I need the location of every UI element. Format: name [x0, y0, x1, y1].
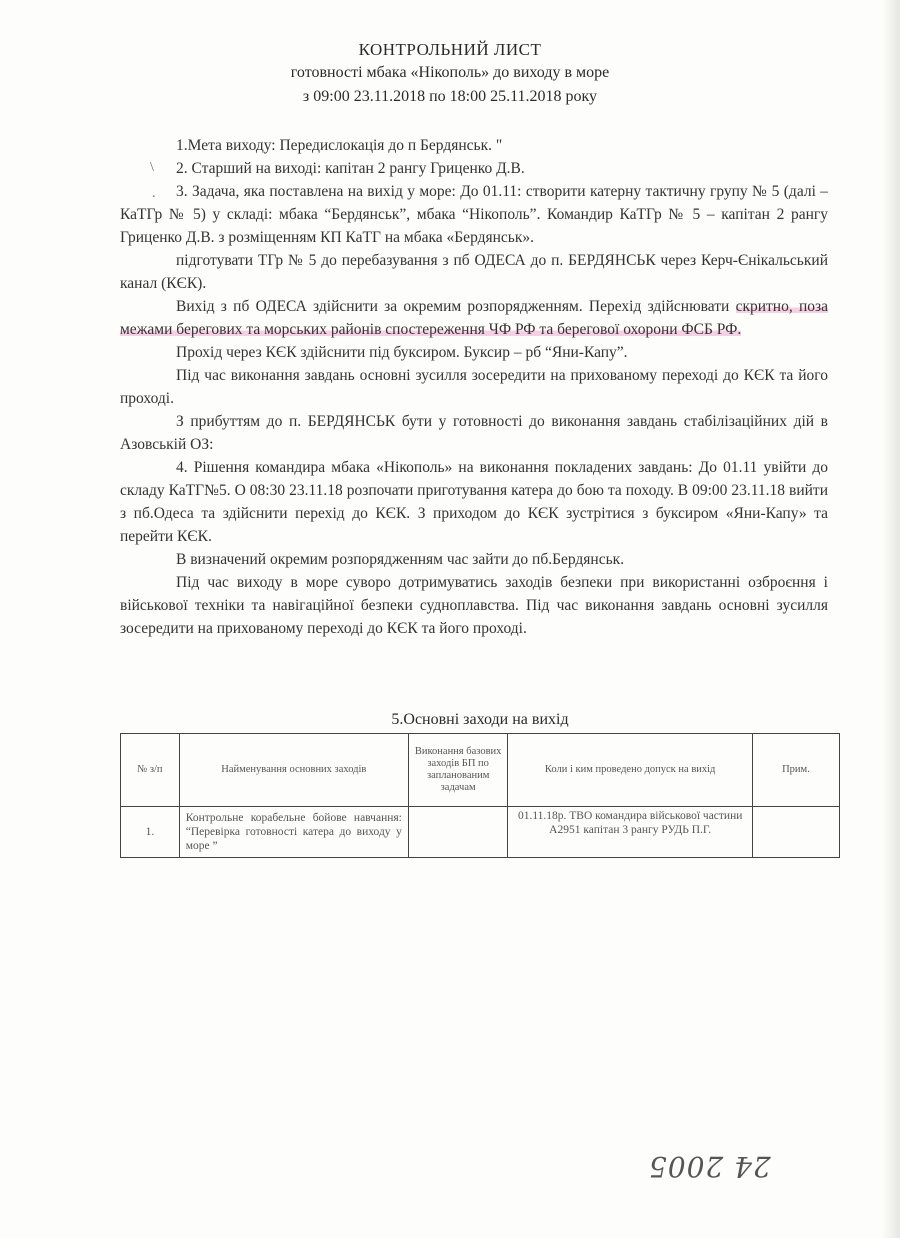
- handwritten-number: 24 2005: [648, 1150, 771, 1183]
- document-body: [120, 134, 828, 640]
- table-row: [121, 807, 840, 858]
- header-exec: Виконання базових заходів БП по запланованим задачам: [408, 734, 508, 807]
- cell-num: 1.: [121, 807, 180, 858]
- header-name: Найменування основних заходів: [179, 734, 408, 807]
- table-title: 5.Основні заходи на вихід: [391, 711, 569, 728]
- margin-mark: \: [150, 160, 154, 175]
- header-num: № з/п: [121, 734, 180, 807]
- highlighted-text: скритно, поза межами берегових та морських районів спостереження ЧФ РФ та берегової охорони ФСБ РФ.: [120, 298, 828, 338]
- paragraph-enter: В визначений окремим розпорядженням час зайти до пб.Бердянськ.: [176, 551, 625, 568]
- table-header-row: [121, 734, 840, 807]
- paragraph-exit-text: Вихід з пб ОДЕСА здійснити за окремим розпорядженням. Перехід здійснювати: [176, 298, 736, 315]
- header-when: Коли і ким проведено допуск на вихід: [508, 734, 753, 807]
- paragraph-efforts: Під час виконання завдань основні зусилля зосередити на прихованому переході до КЄК та його проході.: [120, 367, 828, 407]
- paragraph-task: 3. Задача, яка поставлена на вихід у море: До 01.11: створити катерну тактичну групу № 5 (далі – КаТГр № 5) у складі: мбака “Бердянськ”, мбака “Нікополь”. Командир КаТГр № 5 – капітан 2 рангу Гриценко Д.В. з розміщенням КП КаТГ на мбака «Бердянськ».: [120, 183, 828, 246]
- paragraph-safety: Під час виходу в море суворо дотримуватись заходів безпеки при використанні озброєння і військової техніки та навігаційної безпеки судноплавства. Під час виконання завдань основні зусилля зосередити на прихованому переході до КЄК та його проході.: [120, 574, 828, 637]
- cell-exec: [408, 807, 508, 858]
- page-edge-shadow: [882, 0, 900, 1238]
- measures-table: [120, 733, 840, 858]
- cell-note: [752, 807, 839, 858]
- margin-mark: .: [152, 186, 156, 201]
- cell-name: Контрольне корабельне бойове навчання: “Перевірка готовності катера до виходу у море ”: [179, 807, 408, 858]
- document-period: з 09:00 23.11.2018 по 18:00 25.11.2018 року: [302, 88, 598, 105]
- header-note: Прим.: [752, 734, 839, 807]
- document-subtitle: готовності мбака «Нікополь» до виходу в море: [290, 64, 610, 81]
- paragraph-senior: 2. Старший на виході: капітан 2 рангу Гриценко Д.В.: [176, 160, 525, 177]
- document-title: КОНТРОЛЬНИЙ ЛИСТ: [358, 40, 542, 59]
- paragraph-goal: 1.Мета виходу: Передислокація до п Бердянськ. ": [176, 137, 503, 154]
- paragraph-prepare: підготувати ТГр № 5 до перебазування з пб ОДЕСА до п. БЕРДЯНСЬК через Керч-Єнікальський канал (КЄК).: [120, 252, 828, 292]
- cell-when: 01.11.18р. ТВО командира військової частини А2951 капітан 3 рангу РУДЬ П.Г.: [508, 807, 753, 858]
- paragraph-arrival: З прибуттям до п. БЕРДЯНСЬК бути у готовності до виконання завдань стабілізаційних дій в Азовській ОЗ:: [120, 413, 828, 453]
- paragraph-decision: 4. Рішення командира мбака «Нікополь» на виконання покладених завдань: До 01.11 увійти до складу КаТГ№5. О 08:30 23.11.18 розпочати приготування катера до бою та походу. В 09:00 23.11.18 вийти з пб.Одеса та здійснити перехід до КЄК. З приходом до КЄК зустрітися з буксиром «Яни-Капу» та перейти КЄК.: [120, 459, 828, 545]
- paragraph-exit: [120, 295, 828, 341]
- paragraph-passage: Прохід через КЄК здійснити під буксиром. Буксир – рб “Яни-Капу”.: [176, 344, 628, 361]
